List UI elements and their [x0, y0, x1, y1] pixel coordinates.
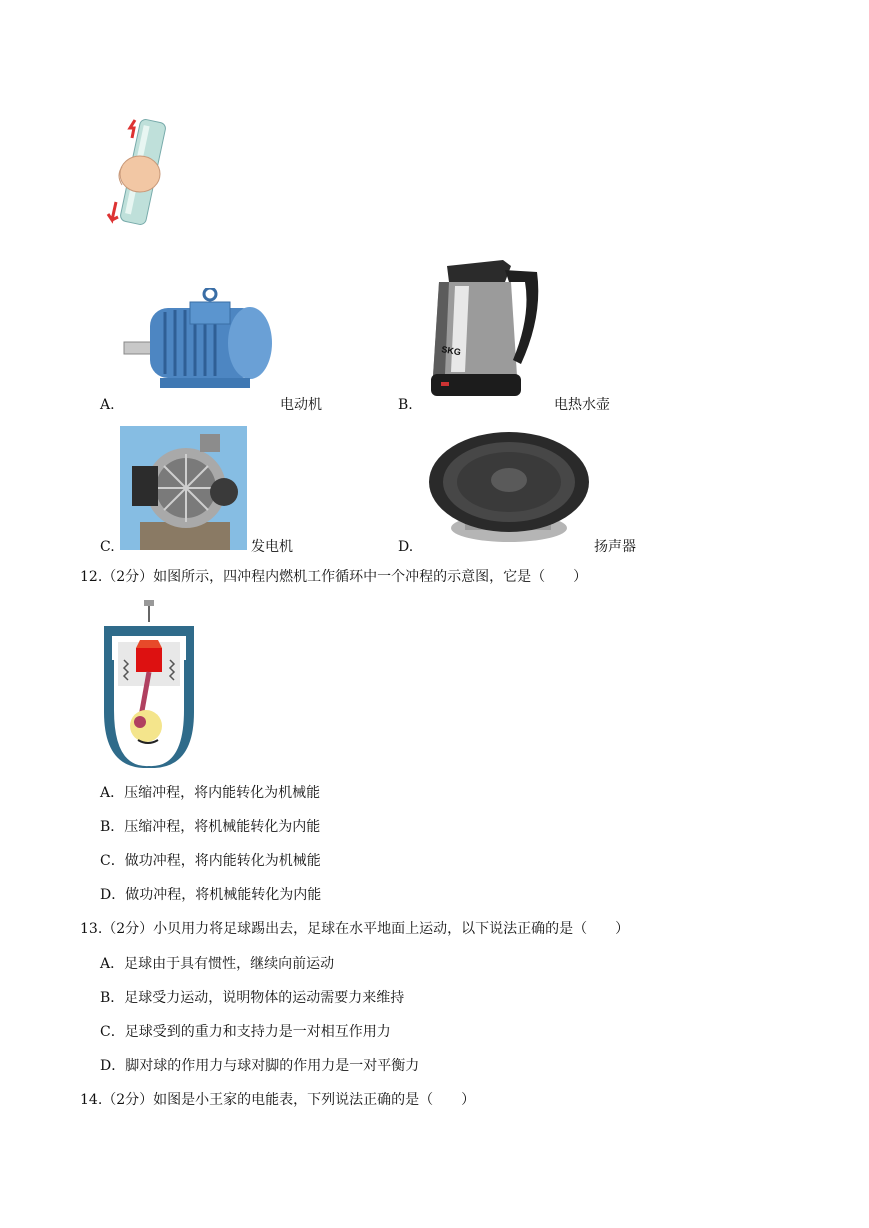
generator-image: [120, 426, 247, 550]
q11-option-b-letter: B.: [398, 397, 413, 413]
q12-stem: 12.（2分）如图所示，四冲程内燃机工作循环中一个冲程的示意图，它是（ ）: [80, 569, 588, 585]
q12-option-c: C．做功冲程，将内能转化为机械能: [100, 853, 321, 869]
kettle-brand-label: SKG: [440, 344, 462, 358]
q13-stem: 13.（2分）小贝用力将足球踢出去，足球在水平地面上运动，以下说法正确的是（ ）: [80, 921, 630, 937]
q12-option-d: D．做功冲程，将机械能转化为内能: [100, 887, 322, 903]
q11-option-b-caption: 电热水壶: [554, 397, 610, 413]
q13-option-c: C．足球受到的重力和支持力是一对相互作用力: [100, 1024, 391, 1040]
loudspeaker-image: [425, 428, 591, 552]
q11-option-c-caption: 发电机: [251, 539, 293, 555]
hand-shaking-tube-image: [100, 112, 180, 234]
q11-option-c-letter: C.: [100, 539, 115, 555]
q12-option-b: B．压缩冲程，将机械能转化为内能: [100, 819, 321, 835]
electric-kettle-image: [425, 256, 547, 400]
q13-option-a: A．足球由于具有惯性，继续向前运动: [100, 956, 335, 972]
q13-option-b: B．足球受力运动，说明物体的运动需要力来维持: [100, 990, 405, 1006]
electric-motor-image: [120, 288, 280, 400]
q11-option-d-letter: D.: [398, 539, 414, 555]
q12-option-a: A．压缩冲程，将内能转化为机械能: [100, 785, 321, 801]
q14-stem: 14.（2分）如图是小王家的电能表，下列说法正确的是（ ）: [80, 1092, 476, 1108]
q11-option-a-letter: A.: [100, 397, 115, 413]
four-stroke-engine-diagram: [100, 600, 198, 768]
q11-option-a-caption: 电动机: [280, 397, 322, 413]
q13-option-d: D．脚对球的作用力与球对脚的作用力是一对平衡力: [100, 1058, 420, 1074]
q11-option-d-caption: 扬声器: [594, 539, 636, 555]
